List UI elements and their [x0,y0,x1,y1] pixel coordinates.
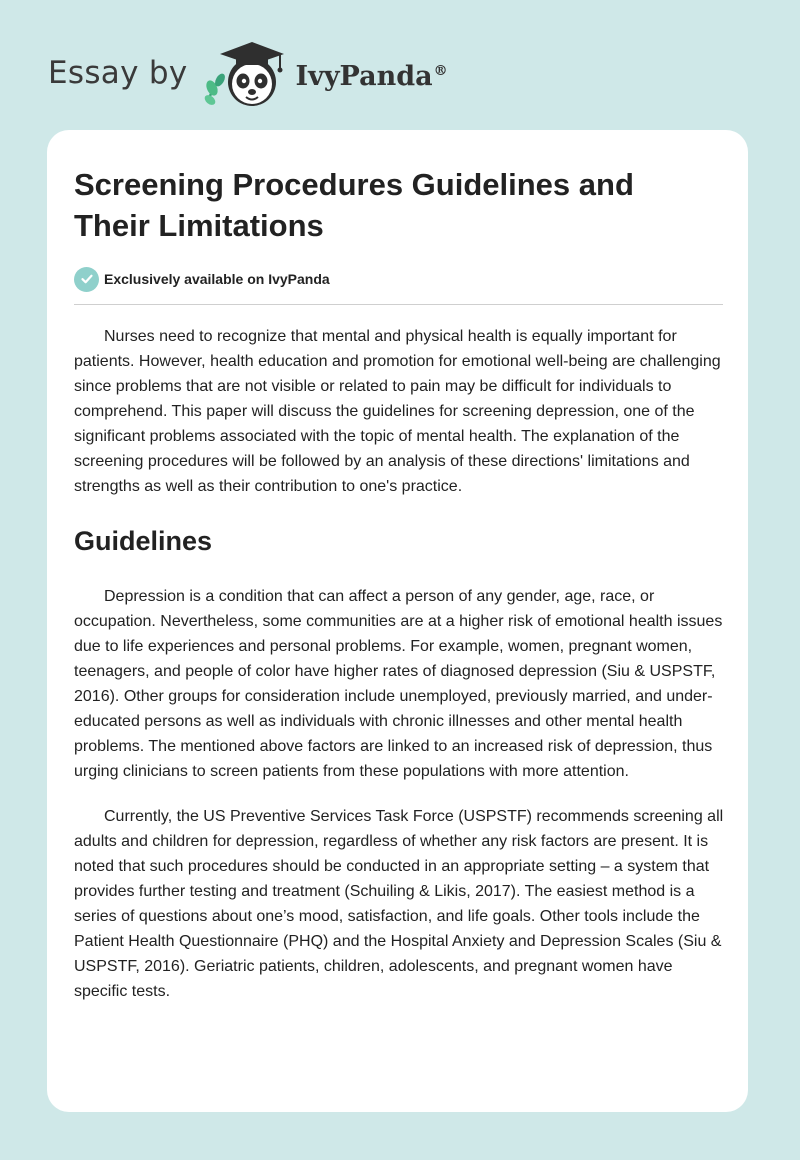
site-header [48,36,508,110]
exclusive-badge [74,266,722,292]
body-paragraph: Currently, the US Preventive Services Task Force (USPSTF) recommends screening all adults and children for depression, regardless of whether any risk factors are present. It is noted that such procedures should be conducted in an appropriate setting – a system that provides further testing and treatment (Schuiling & Likis, 2017). The easiest method is a series of questions about one’s mood, satisfaction, and life goals. Other tools include the Patient Health Questionnaire (PHQ) and the Hospital Anxiety and Depression Scales (Siu & USPSTF, 2016). Geriatric patients, children, adolescents, and pregnant women have specific tests. [74,808,724,1000]
panda-graduate-logo-icon[interactable] [200,36,292,110]
body-paragraph: Depression is a condition that can affect a person of any gender, age, race, or occupation. Nevertheless, some communities are at a higher risk of emotional health issues due to life experiences and personal problems. For example, women, pregnant women, teenagers, and people of color have higher rates of diagnosed depression (Siu & USPSTF, 2016). Other groups for consideration include unemployed, previously married, and under-educated persons as well as individuals with chronic illnesses and other mental health problems. The mentioned above factors are linked to an increased risk of depression, thus urging clinicians to screen patients from these populations with more attention. [74,588,723,780]
registered-mark: ® [433,62,448,79]
article-title: Screening Procedures Guidelines and Their Limitations [74,167,634,243]
exclusive-badge-text: Exclusively available on IvyPanda [104,271,330,287]
intro-paragraph: Nurses need to recognize that mental and physical health is equally important for patients. However, health education and promotion for emotional well-being are challenging since problems that are not visible or related to pain may be difficult for individuals to comprehend. This paper will discuss the guidelines for screening depression, one of the significant problems associated with the topic of mental health. The explanation of the screening procedures will be followed by an analysis of these directions' limitations and strengths as well as their contribution to one's practice. [74,328,721,495]
article-card [47,130,748,1112]
ivypanda-brand-name[interactable] [296,61,448,92]
checkmark-icon [74,267,99,292]
section-heading-guidelines: Guidelines [74,526,213,556]
divider [74,304,723,305]
essay-by-label: Essay by [48,55,188,91]
brand-text: IvyPanda [295,60,433,92]
